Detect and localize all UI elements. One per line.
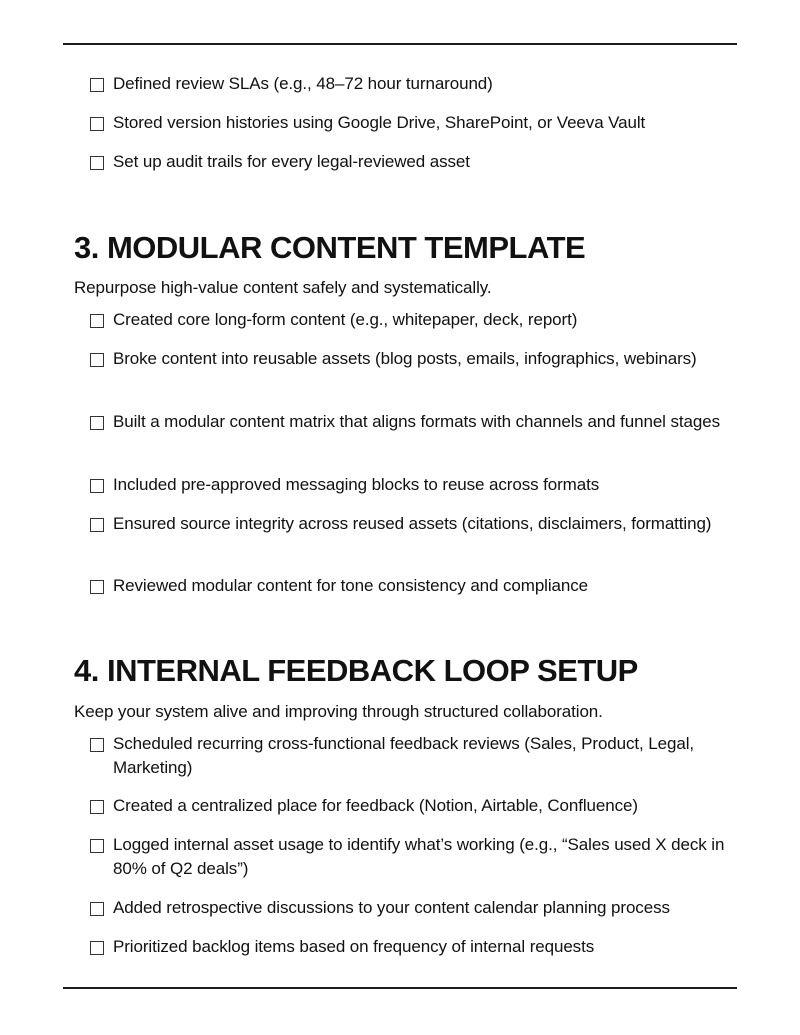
checklist-item-text: Broke content into reusable assets (blog posts, emails, infographics, webinars) [113, 349, 697, 368]
checklist-item-text: Set up audit trails for every legal-reviewed asset [113, 152, 470, 171]
section3-intro: Repurpose high-value content safely and systematically. [74, 278, 492, 297]
checklist-item-text: Logged internal asset usage to identify what’s working (e.g., “Sales used X deck in 80% of Q2 deals”) [113, 835, 725, 878]
checkbox[interactable] [90, 580, 104, 594]
checklist-item[interactable] [90, 347, 730, 371]
checklist-item[interactable] [90, 410, 730, 434]
checklist-item[interactable] [90, 473, 730, 497]
bottom-divider [63, 987, 737, 989]
section3-heading: 3. MODULAR CONTENT TEMPLATE [74, 230, 586, 265]
checklist-item-text: Added retrospective discussions to your content calendar planning process [113, 898, 670, 917]
checklist-item-text: Built a modular content matrix that aligns formats with channels and funnel stages [113, 412, 720, 431]
checklist-item-text: Defined review SLAs (e.g., 48–72 hour turnaround) [113, 74, 493, 93]
checkbox[interactable] [90, 314, 104, 328]
checkbox[interactable] [90, 941, 104, 955]
checklist-item[interactable] [90, 512, 730, 536]
checklist-item-text: Scheduled recurring cross-functional feedback reviews (Sales, Product, Legal, Marketing) [113, 734, 694, 777]
checkbox[interactable] [90, 416, 104, 430]
checkbox[interactable] [90, 78, 104, 92]
checklist-item[interactable] [90, 308, 730, 332]
checkbox[interactable] [90, 479, 104, 493]
checklist-item-text: Reviewed modular content for tone consistency and compliance [113, 576, 588, 595]
checklist-item[interactable] [90, 574, 730, 598]
checklist-item[interactable] [90, 794, 730, 818]
checkbox[interactable] [90, 738, 104, 752]
checklist-item[interactable] [90, 72, 730, 96]
checkbox[interactable] [90, 156, 104, 170]
checklist-item-text: Created core long-form content (e.g., whitepaper, deck, report) [113, 310, 578, 329]
checklist-item-text: Created a centralized place for feedback (Notion, Airtable, Confluence) [113, 796, 638, 815]
checklist-item[interactable] [90, 150, 730, 174]
checklist-item[interactable] [90, 833, 730, 881]
checklist-item[interactable] [90, 896, 730, 920]
checklist-item[interactable] [90, 935, 730, 959]
section4-heading: 4. INTERNAL FEEDBACK LOOP SETUP [74, 653, 638, 688]
checklist-item[interactable] [90, 732, 730, 780]
checklist-item[interactable] [90, 111, 730, 135]
checkbox[interactable] [90, 800, 104, 814]
checkbox[interactable] [90, 839, 104, 853]
checkbox[interactable] [90, 902, 104, 916]
checkbox[interactable] [90, 518, 104, 532]
checkbox[interactable] [90, 117, 104, 131]
checklist-item-text: Ensured source integrity across reused assets (citations, disclaimers, formatting) [113, 514, 712, 533]
checklist-item-text: Prioritized backlog items based on frequency of internal requests [113, 937, 595, 956]
section4-intro: Keep your system alive and improving through structured collaboration. [74, 702, 603, 721]
top-divider [63, 43, 737, 45]
checklist-item-text: Included pre-approved messaging blocks to reuse across formats [113, 475, 600, 494]
checklist-item-text: Stored version histories using Google Drive, SharePoint, or Veeva Vault [113, 113, 646, 132]
checkbox[interactable] [90, 353, 104, 367]
